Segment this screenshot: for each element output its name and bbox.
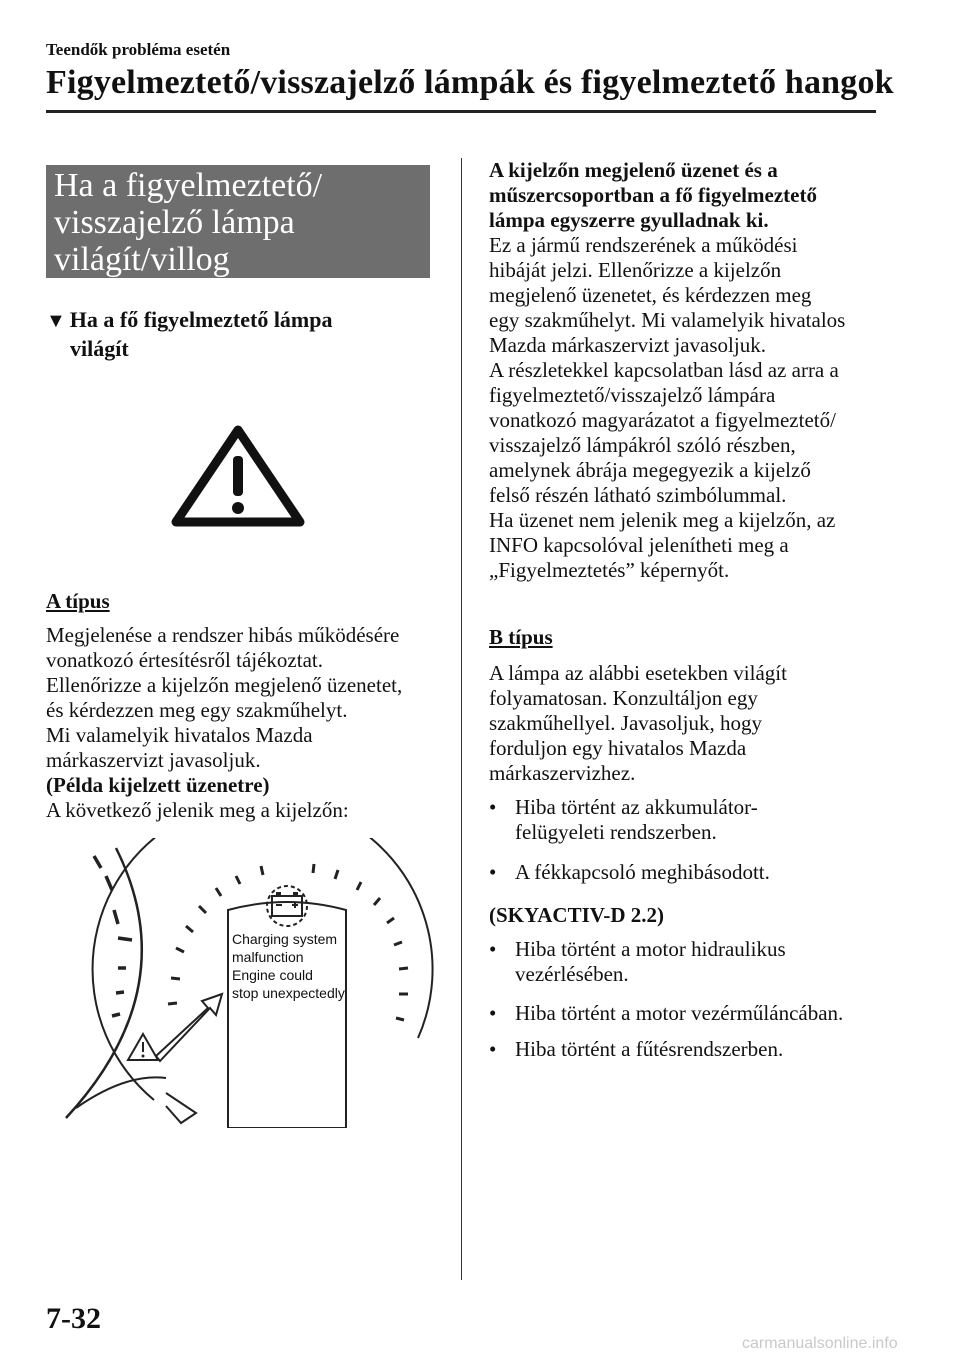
bullet-line: Hiba történt a motor hidraulikus bbox=[515, 937, 786, 961]
display-message-heading bbox=[489, 158, 817, 233]
heading-line: műszercsoportban a fő figyelmeztető bbox=[489, 183, 817, 207]
text-line: Ellenőrizze a kijelzőn megjelenő üzenetet, bbox=[46, 673, 403, 697]
heading-line: lámpa egyszerre gyulladnak ki. bbox=[489, 208, 769, 232]
cluster-message-line: malfunction bbox=[232, 949, 304, 965]
bullet-icon: • bbox=[489, 1001, 497, 1025]
left-gauge-ticks bbox=[94, 856, 132, 1016]
text-line: Megjelenése a rendszer hibás működésére bbox=[46, 623, 400, 647]
text-line: Mazda márkaszervizt javasoljuk. bbox=[489, 333, 766, 357]
bullet-line: A fékkapcsoló meghibásodott. bbox=[515, 860, 770, 884]
subsection-heading bbox=[46, 306, 426, 363]
bullet-icon: • bbox=[489, 937, 497, 961]
subsection-line: Ha a fő figyelmeztető lámpa bbox=[69, 307, 333, 332]
watermark: carmanualsonline.info bbox=[742, 1335, 898, 1352]
text-line: „Figyelmeztetés” képernyőt. bbox=[489, 558, 730, 582]
section-heading-line: világít/villog bbox=[54, 241, 230, 278]
bullet-line: Hiba történt az akkumulátor- bbox=[515, 795, 758, 819]
text-line: visszajelző lámpákról szóló részben, bbox=[489, 433, 796, 457]
cluster-message-line: Engine could bbox=[232, 967, 313, 983]
page-title: Figyelmeztető/visszajelző lámpák és figyelmeztető hangok bbox=[46, 64, 894, 101]
text-line: megjelenő üzenetet, és kérdezzen meg bbox=[489, 283, 812, 307]
text-line: folyamatosan. Konzultáljon egy bbox=[489, 686, 758, 710]
a-type-body bbox=[46, 623, 402, 823]
title-divider bbox=[46, 110, 876, 113]
bullet-item bbox=[489, 1001, 843, 1026]
column-divider bbox=[461, 158, 462, 1280]
bullet-item bbox=[489, 795, 758, 845]
bullet-line: Hiba történt a motor vezérműláncában. bbox=[515, 1001, 844, 1025]
text-line: Ez a jármű rendszerének a működési bbox=[489, 233, 798, 257]
display-message-body bbox=[489, 233, 845, 583]
section-heading-line: Ha a figyelmeztető/ bbox=[54, 167, 323, 204]
master-warning-icon bbox=[168, 422, 308, 532]
cluster-message-line: stop unexpectedly bbox=[232, 985, 345, 1001]
text-line: amelynek ábrája megegyezik a kijelző bbox=[489, 458, 811, 482]
section-heading-box bbox=[46, 165, 430, 278]
text-line: forduljon egy hivatalos Mazda bbox=[489, 736, 747, 760]
text-line: vonatkozó értesítésről tájékoztat. bbox=[46, 648, 323, 672]
text-line: INFO kapcsolóval jelenítheti meg a bbox=[489, 533, 789, 557]
section-heading-line: visszajelző lámpa bbox=[54, 204, 295, 241]
instrument-cluster-illustration bbox=[46, 838, 446, 1128]
example-text: A következő jelenik meg a kijelzőn: bbox=[46, 798, 349, 822]
text-line: márkaszervizt javasoljuk. bbox=[46, 748, 261, 772]
chapter-title: Teendők probléma esetén bbox=[46, 40, 231, 59]
text-line: A lámpa az alábbi esetekben világít bbox=[489, 661, 787, 685]
triangle-marker-icon: ▼ bbox=[46, 310, 66, 332]
bullet-icon: • bbox=[489, 795, 497, 819]
text-line: Mi valamelyik hivatalos Mazda bbox=[46, 723, 313, 747]
b-type-body bbox=[489, 661, 787, 786]
pointer-arrow-icon bbox=[156, 994, 222, 1061]
bullet-line: vezérlésében. bbox=[515, 962, 629, 986]
text-line: A részletekkel kapcsolatban lásd az arra a bbox=[489, 358, 839, 382]
heading-line: A kijelzőn megjelenő üzenet és a bbox=[489, 158, 778, 182]
b-type-heading: B típus bbox=[489, 625, 553, 649]
bullet-icon: • bbox=[489, 1037, 497, 1061]
bullet-icon: • bbox=[489, 860, 497, 884]
text-line: márkaszervizhez. bbox=[489, 761, 636, 785]
text-line: Ha üzenet nem jelenik meg a kijelzőn, az bbox=[489, 508, 836, 532]
text-line: felső részén látható szimbólummal. bbox=[489, 483, 787, 507]
skyactiv-heading: (SKYACTIV-D 2.2) bbox=[489, 903, 665, 927]
text-line: vonatkozó magyarázatot a figyelmeztető/ bbox=[489, 408, 836, 432]
text-line: egy szakműhelyt. Mi valamelyik hivatalos bbox=[489, 308, 846, 332]
example-heading: (Példa kijelzett üzenetre) bbox=[46, 773, 270, 797]
bullet-line: Hiba történt a fűtésrendszerben. bbox=[515, 1037, 784, 1061]
text-line: figyelmeztető/visszajelző lámpára bbox=[489, 383, 776, 407]
a-type-heading: A típus bbox=[46, 589, 110, 613]
page-number: 7-32 bbox=[46, 1302, 101, 1335]
text-line: hibáját jelzi. Ellenőrizze a kijelzőn bbox=[489, 258, 782, 282]
text-line: szakműhellyel. Javasoljuk, hogy bbox=[489, 711, 762, 735]
bullet-item bbox=[489, 1037, 783, 1062]
subsection-line: világít bbox=[70, 336, 129, 361]
text-line: és kérdezzen meg egy szakműhelyt. bbox=[46, 698, 348, 722]
bullet-line: felügyeleti rendszerben. bbox=[515, 820, 717, 844]
bullet-item bbox=[489, 860, 770, 885]
cluster-message-line: Charging system bbox=[232, 931, 338, 947]
bullet-item bbox=[489, 937, 786, 987]
